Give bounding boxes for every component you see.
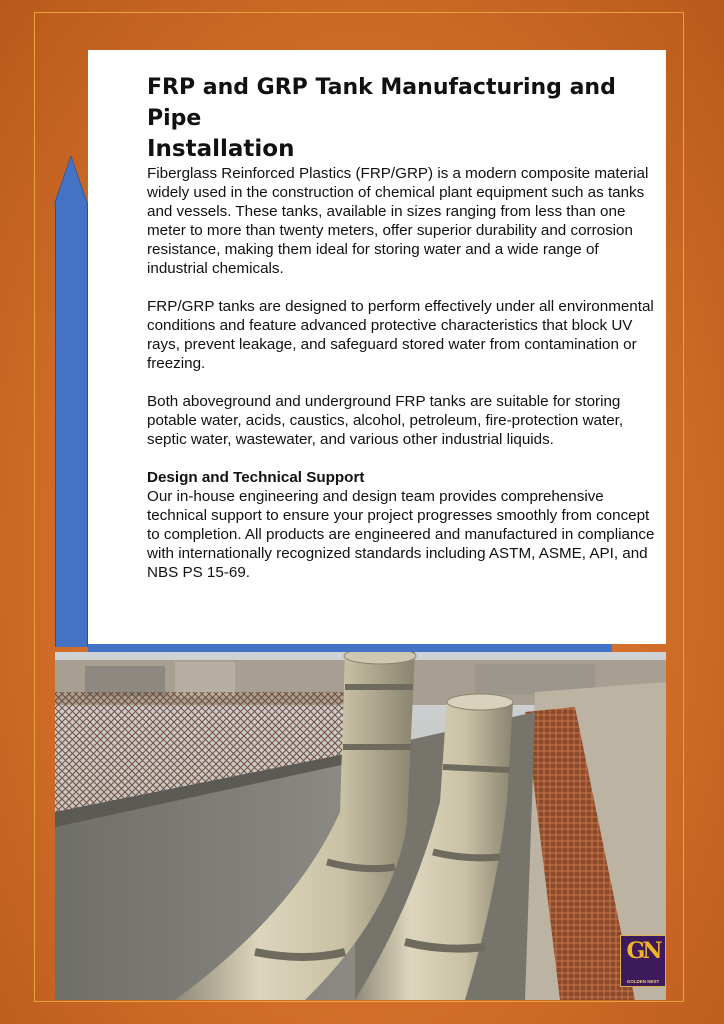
section-heading: Design and Technical Support: [147, 469, 365, 486]
section-body: Our in-house engineering and design team provides comprehensive technical support to ensure your project progresses smoothly from concept to completion. All products are engineered and manufactured in compliance with internationally recognized standards including ASTM, ASME, API, and NBS PS 15-69.: [147, 488, 655, 581]
golden-nest-logo: [620, 935, 666, 987]
page-title-line2: Installation: [147, 136, 295, 162]
logo-text: GOLDEN NEST: [626, 979, 660, 984]
page-title-line1: FRP and GRP Tank Manufacturing and Pipe: [147, 75, 616, 131]
pencil-tip-decoration: [55, 157, 87, 204]
pencil-body-decoration: [55, 204, 88, 647]
paragraph-intro: Fiberglass Reinforced Plastics (FRP/GRP) is a modern composite material widely used in the construction of chemical plant equipment such as tanks and vessels. These tanks, available in sizes ranging from less than one meter to more than twenty meters, offer superior durability and corrosion resistance, making them ideal for storing water and a wide range of industrial chemicals.: [147, 165, 649, 277]
paragraph-features: FRP/GRP tanks are designed to perform effectively under all environmental conditions and feature advanced protective characteristics that block UV rays, prevent leakage, and safeguard stored water from contamination or freezing.: [147, 298, 654, 372]
body-text: [147, 164, 659, 601]
content-card: [88, 50, 666, 644]
card-bottom-bar: [88, 644, 612, 652]
logo-letters: GN: [626, 938, 660, 964]
paragraph-applications: Both aboveground and underground FRP tanks are suitable for storing potable water, acids, caustics, alcohol, petroleum, fire-protection water, septic water, wastewater, and various other industrial liquids.: [147, 393, 624, 448]
pipe-installation-photo: [55, 652, 666, 1000]
page-title: [147, 72, 647, 165]
